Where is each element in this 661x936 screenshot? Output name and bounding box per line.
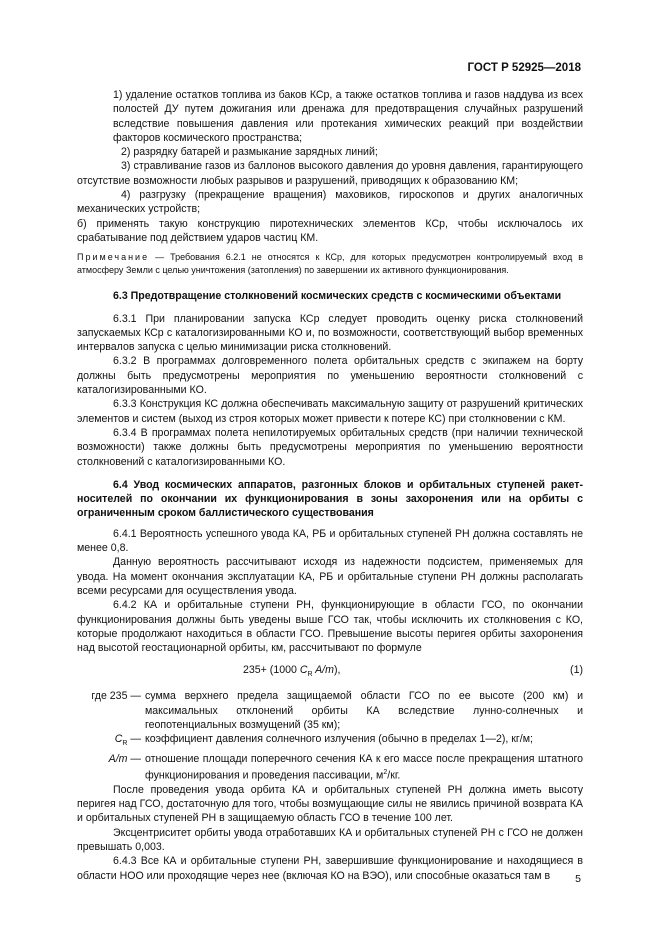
formula-definitions: [77, 689, 583, 782]
list-item-b: б) применять такую конструкцию пиротехнических элементов КСр, чтобы исключалось их срабатывание под действием ударов частиц КМ.: [77, 217, 583, 244]
definition-text: сумма верхнего предела защищаемой области ГСО по ее высоте (200 км) и максимальных отклонений орбиты КА вследствие лунно-солнечных и геопотенциальных возмущений (35 км);: [145, 690, 583, 731]
note: [77, 251, 583, 276]
definition-term-cr: [77, 732, 141, 751]
definition-term-c: C: [114, 733, 123, 746]
formula-c: C: [299, 664, 308, 677]
section-6-3-title: 6.3 Предотвращение столкновений космических средств с космическими объектами: [113, 290, 562, 303]
paragraph-6-4-2b: После проведения увода орбита КА и орбитальных ступеней РН должна иметь высоту перигея над ГСО, достаточную для того, чтобы возмущающие силы не явились причиной возврата КА и орбитальных ступеней РН в защищаемую область ГСО в течение 100 лет.: [77, 783, 583, 825]
definition-am-text: отношение площади поперечного сечения КА к его массе после прекращения штатного функционирования и проведения пассивации, м: [145, 752, 583, 782]
definition-am-tail: /кг.: [387, 769, 401, 782]
document-header: ГОСТ Р 52925—2018: [467, 62, 581, 74]
list-item-1: 1) удаление остатков топлива из баков КСр, а также остатков топлива и газов наддува из всех полостей ДУ путем дожигания или дренажа для предотвращения случайных разрушений вследствие повышения давления или протекания химических реакций при воздействии факторов космического пространства;: [113, 89, 583, 144]
formula-expression: [243, 663, 340, 682]
formula-number: (1): [570, 664, 583, 677]
page-number: 5: [575, 873, 581, 885]
paragraph-6-4-2c: Эксцентриситет орбиты увода отработавших КА и орбитальных ступеней РН с ГСО не должен превышать 0,003.: [77, 826, 583, 853]
list-item-2: 2) разрядку батарей и размыкание зарядных линий;: [121, 146, 378, 159]
paragraph-6-3-1: 6.3.1 При планировании запуска КСр следует проводить оценку риска столкновений запускаемых КСр с каталогизированными КО и, по возможности, соответствующий выбор временных интервалов запуска с целью минимизации риска столкновений.: [77, 312, 583, 354]
paragraph-6-4-2: 6.4.2 КА и орбитальные ступени РН, функционирующие в области ГСО, по окончании функционирования должны быть уведены выше ГСО так, чтобы исключить их столкновения с КО, которые продолжают находиться в области ГСО. Превышение высоты перигея орбиты захоронения над высотой геостационарной орбиты, км, рассчитывают по формуле: [77, 599, 583, 655]
note-text: — Требования 6.2.1 не относятся к КСр, для которых предусмотрен контролируемый вход в атмосферу Земли с целью уничтожения (затопления) по завершении их активного функционирования.: [77, 252, 583, 275]
note-label: Примечание: [77, 252, 150, 263]
paragraph-6-4-1: 6.4.1 Вероятность успешного увода КА, РБ и орбитальных ступеней РН должна составлять не менее 0,8.: [77, 527, 583, 555]
definition-am: [77, 752, 583, 783]
paragraph-6-3-4: 6.3.4 В программах полета непилотируемых орбитальных средств (при наличии технической возможности) также должны быть предусмотрены мероприятия по уменьшению вероятности столкновений с каталогизированными КО.: [77, 426, 583, 468]
definition-term: A/m —: [108, 752, 141, 765]
paragraph-6-3-3: 6.3.3 Конструкция КС должна обеспечивать максимальную защиту от разрушений критических элементов и систем (выход из строя которых может привести к потере КС) при столкновении с КМ.: [77, 398, 583, 425]
section-6-4-title: 6.4 Увод космических аппаратов, разгонных блоков и орбитальных ступеней ракет-носителей по окончании их функционирования в зоны захоронения или на орбиты с ограниченным сроком баллистического существования: [77, 478, 583, 520]
formula-suffix: ),: [333, 664, 341, 677]
formula-1: [77, 663, 583, 679]
definition-term-sub: R: [122, 740, 128, 748]
paragraph-6-4-1b: Данную вероятность рассчитывают исходя из надежности подсистем, применяемых для увода. На момент окончания эксплуатации КА, РБ и орбитальные ступени РН должны располагать всеми ресурсами для осуществления увода.: [77, 556, 583, 597]
formula-am: A/m: [312, 664, 334, 677]
definition-term-dash: —: [127, 733, 141, 746]
definition-235: [65, 689, 583, 732]
paragraph-6-3-2: 6.3.2 В программах долговременного полета орбитальных средств с экипажем на борту должны быть предусмотрены мероприятия по уменьшению вероятности столкновений с каталогизированными КО.: [77, 355, 583, 397]
definition-text: [141, 752, 583, 783]
definition-cr: [77, 732, 583, 751]
definition-term: где 235 —: [91, 690, 141, 703]
definition-am-sup: 2: [383, 768, 388, 776]
definition-text: коэффициент давления солнечного излучения (обычно в пределах 1—2), кг/м;: [145, 733, 533, 746]
list-item-4: 4) разгрузку (прекращение вращения) маховиков, гироскопов и других аналогичных механических устройств;: [77, 189, 583, 216]
document-body: [77, 88, 583, 883]
list-item-3: 3) стравливание газов из баллонов высокого давления до уровня давления, гарантирующего отсутствие возможности любых разрывов и разрушений, приводящих к образованию КМ;: [77, 160, 583, 187]
paragraph-6-4-3: 6.4.3 Все КА и орбитальные ступени РН, завершившие функционирование и находящиеся в области НОО или проходящие через нее (включая КО на ВЭО), или способные оказаться там в: [77, 855, 583, 882]
formula-c-sub: R: [307, 671, 313, 679]
formula-prefix: 235+ (1000: [243, 664, 300, 677]
